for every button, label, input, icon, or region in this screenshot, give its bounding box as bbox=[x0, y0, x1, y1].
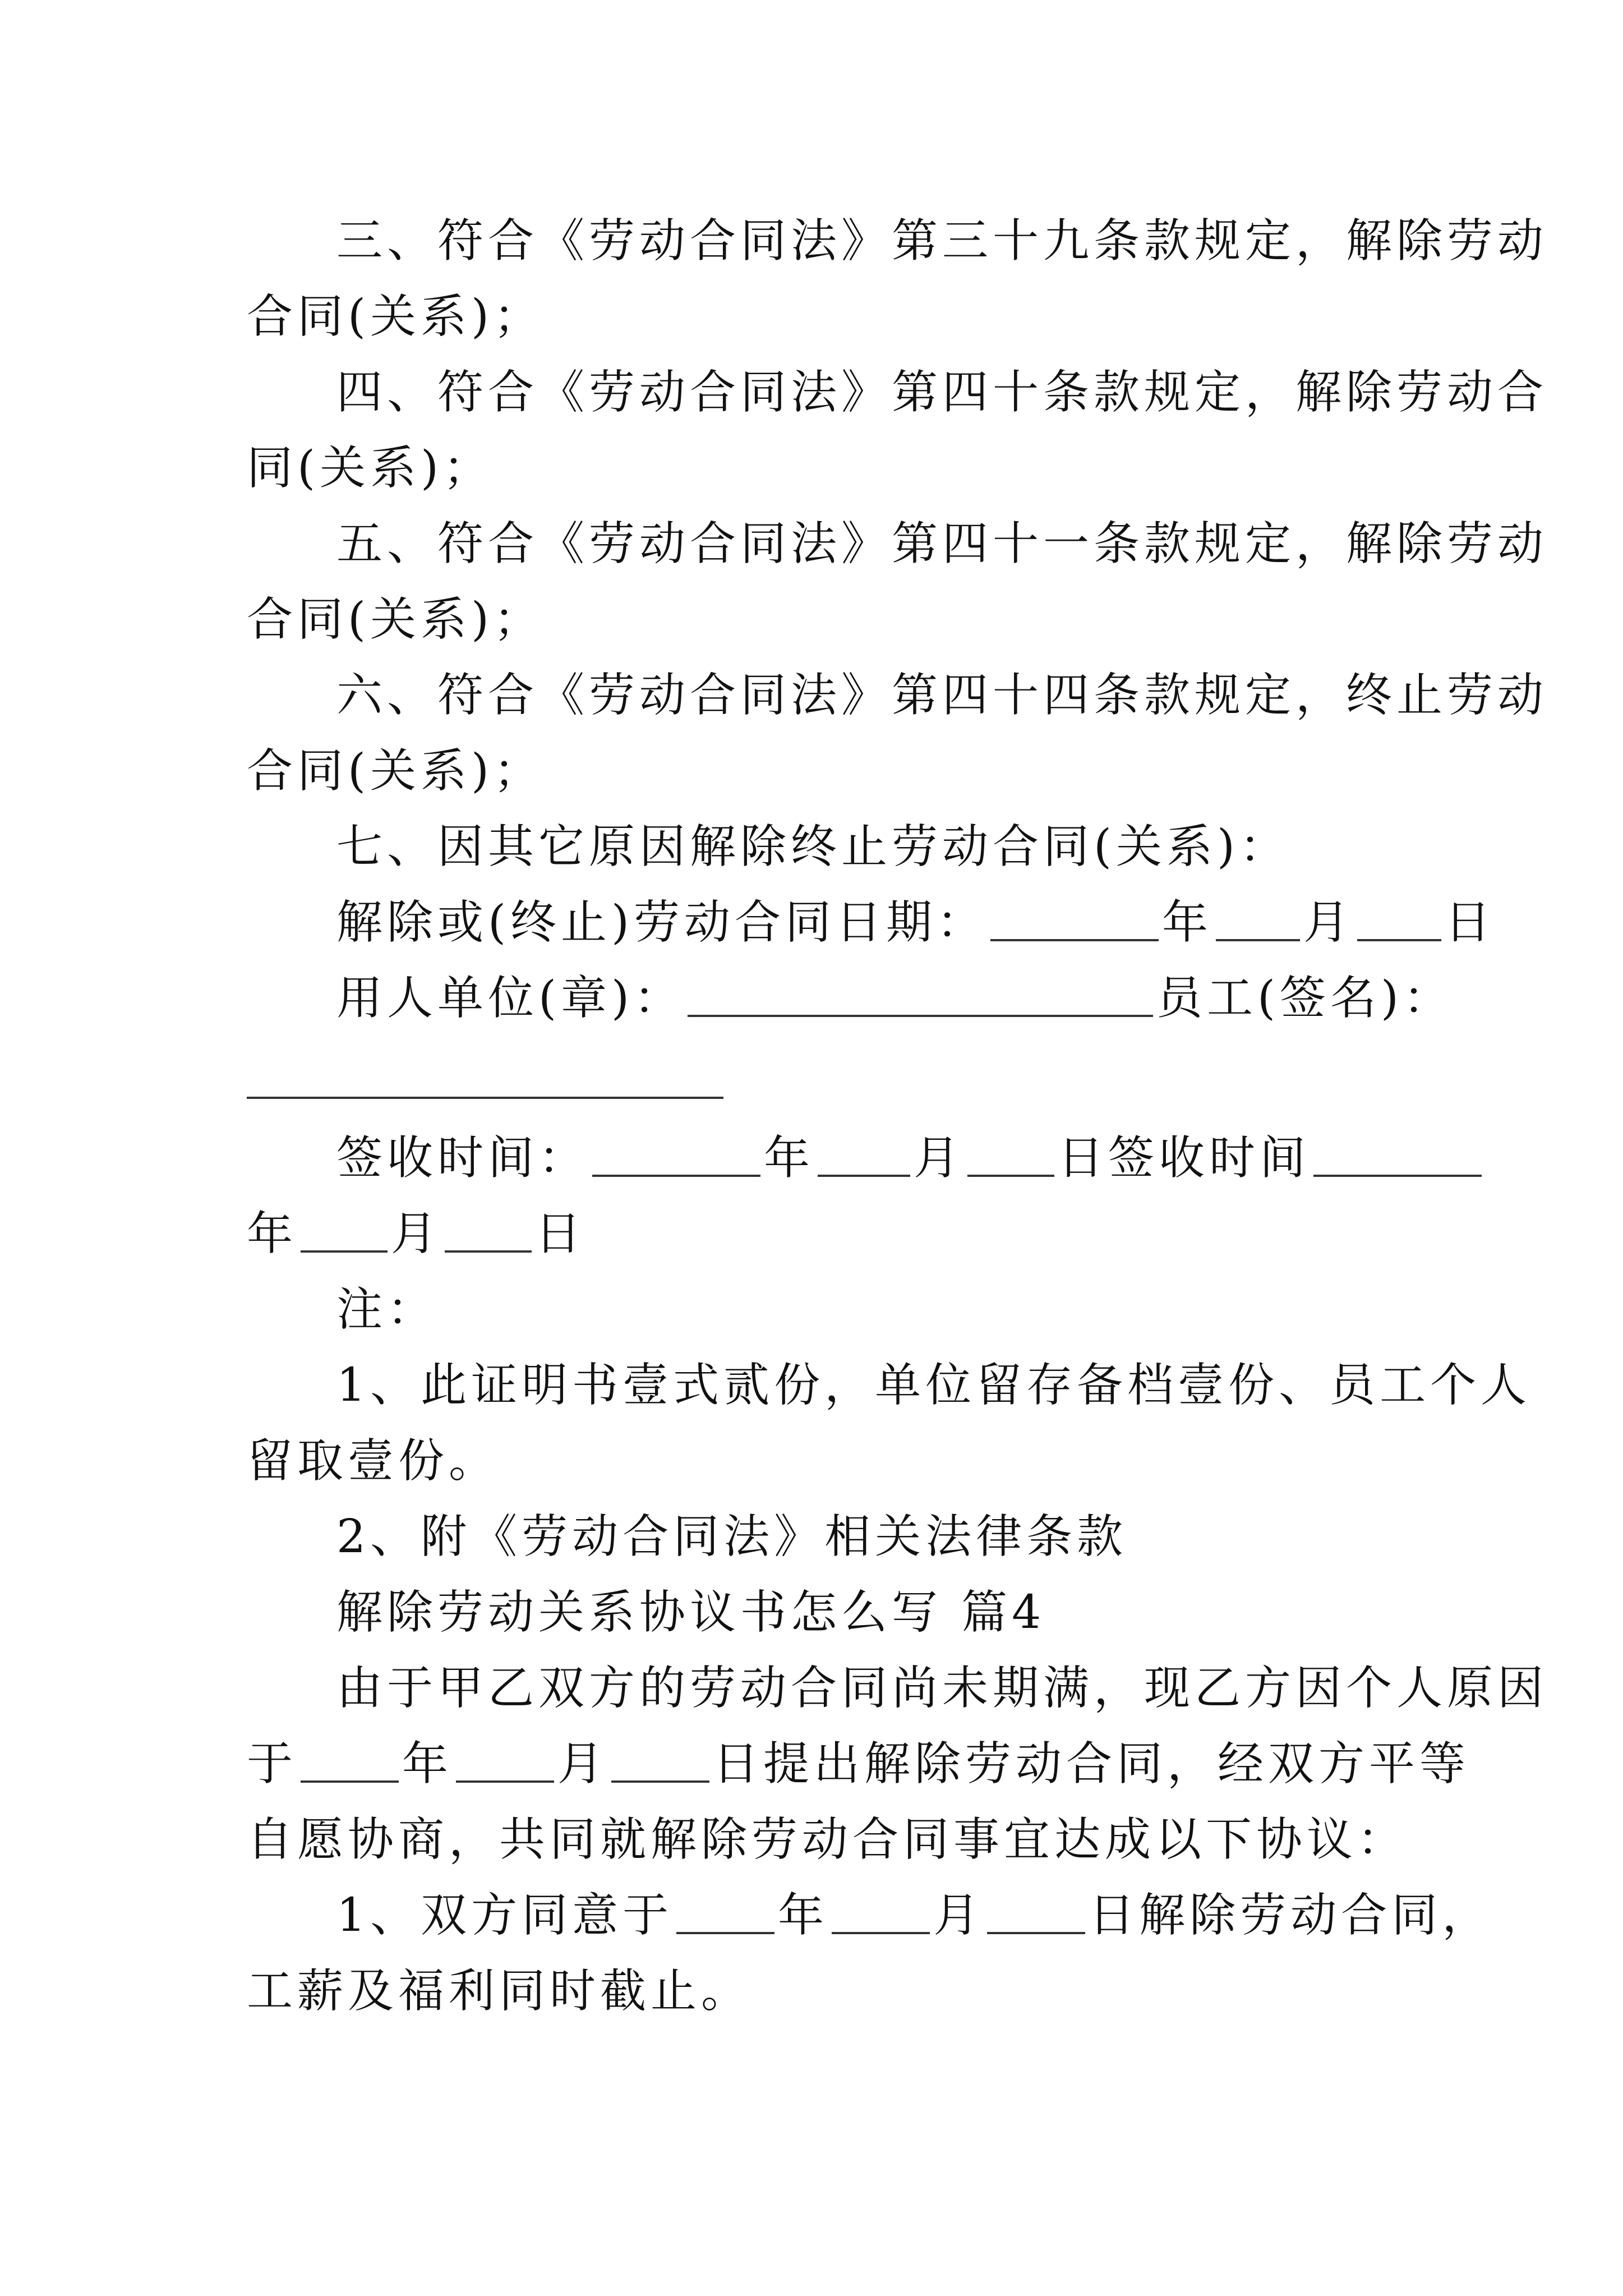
clause-6-line-1: 六、符合《劳动合同法》第四十四条款规定，终止劳动 bbox=[336, 669, 1548, 722]
receipt-month2-blank bbox=[301, 1211, 388, 1253]
receipt-year-label: 年 bbox=[764, 1131, 815, 1185]
clause-7-line: 七、因其它原因解除终止劳动合同(关系)： bbox=[336, 820, 1290, 873]
agreement-item-1-line-1 bbox=[336, 1882, 1492, 1949]
clause-4-line-2: 同(关系)； bbox=[247, 441, 494, 495]
receipt-month2-label: 月 bbox=[391, 1207, 442, 1260]
receipt-day-blank bbox=[967, 1135, 1054, 1177]
receipt-month-blank bbox=[818, 1135, 910, 1177]
clause-6-line-2: 合同(关系)； bbox=[247, 744, 544, 798]
agreement-item-1-prefix: 1、双方同意于 bbox=[336, 1889, 674, 1942]
year-blank bbox=[990, 900, 1159, 941]
agreement-year-label: 年 bbox=[402, 1737, 453, 1791]
clause-5-line-1: 五、符合《劳动合同法》第四十一条款规定，解除劳动 bbox=[336, 517, 1548, 570]
month-blank bbox=[1216, 900, 1300, 941]
day-label: 日 bbox=[1445, 896, 1496, 949]
day-blank bbox=[1357, 900, 1441, 941]
receipt-day-label-2: 日签收时间 bbox=[1058, 1131, 1311, 1185]
receipt-year2-label: 年 bbox=[247, 1207, 298, 1260]
note-item-2: 2、附《劳动合同法》相关法律条款 bbox=[336, 1510, 1128, 1563]
employee-label: 员工(签名)： bbox=[1156, 972, 1454, 1025]
note-item-1-line-1: 1、此证明书壹式贰份，单位留存备档壹份、员工个人 bbox=[336, 1359, 1532, 1412]
clause-5-line-2: 合同(关系)； bbox=[247, 593, 544, 646]
note-item-1-line-2: 留取壹份。 bbox=[247, 1434, 500, 1488]
month-label: 月 bbox=[1303, 896, 1354, 949]
agreement-item-1-year-blank bbox=[676, 1893, 774, 1934]
receipt-month-label: 月 bbox=[914, 1131, 965, 1185]
agreement-para-line-1: 由于甲乙双方的劳动合同尚未期满，现乙方因个人原因 bbox=[336, 1662, 1548, 1715]
employer-seal-blank bbox=[688, 976, 1153, 1017]
employer-label: 用人单位(章)： bbox=[336, 972, 684, 1025]
receipt-label: 签收时间： bbox=[336, 1131, 589, 1185]
agreement-item-1-line-2: 工薪及福利同时截止。 bbox=[247, 1964, 752, 2018]
agreement-item-1-year-label: 年 bbox=[778, 1889, 829, 1942]
clause-3-line-1: 三、符合《劳动合同法》第三十九条款规定，解除劳动 bbox=[336, 214, 1548, 268]
agreement-month-label: 月 bbox=[557, 1737, 608, 1791]
receipt-day2-label: 日 bbox=[535, 1207, 586, 1260]
receipt-line-1 bbox=[336, 1125, 1485, 1192]
receipt-year2-blank bbox=[1313, 1135, 1482, 1177]
agreement-month-blank bbox=[456, 1741, 554, 1783]
termination-date-line bbox=[336, 889, 1495, 956]
agreement-year-blank bbox=[301, 1741, 399, 1783]
agreement-prefix: 于 bbox=[247, 1737, 298, 1791]
year-label: 年 bbox=[1161, 896, 1212, 949]
agreement-item-1-day-blank bbox=[987, 1893, 1085, 1934]
agreement-para-line-3: 自愿协商，共同就解除劳动合同事宜达成以下协议： bbox=[247, 1813, 1408, 1866]
receipt-year-blank bbox=[592, 1135, 760, 1177]
clause-4-line-1: 四、符合《劳动合同法》第四十条款规定，解除劳动合 bbox=[336, 366, 1548, 419]
signature-line bbox=[336, 965, 1454, 1032]
receipt-day2-blank bbox=[445, 1211, 532, 1253]
agreement-item-1-month-blank bbox=[832, 1893, 930, 1934]
agreement-day-blank bbox=[611, 1741, 709, 1783]
employee-signature-blank bbox=[247, 1097, 723, 1099]
agreement-item-1-suffix: 日解除劳动合同， bbox=[1089, 1889, 1493, 1942]
clause-3-line-2: 合同(关系)； bbox=[247, 290, 544, 343]
termination-date-label: 解除或(终止)劳动合同日期： bbox=[336, 896, 987, 949]
section-title: 解除劳动关系协议书怎么写 篇4 bbox=[336, 1586, 1046, 1639]
receipt-line-2 bbox=[247, 1200, 585, 1268]
agreement-para-line-2 bbox=[247, 1731, 1470, 1798]
agreement-item-1-month-label: 月 bbox=[933, 1889, 984, 1942]
note-label: 注： bbox=[336, 1283, 438, 1336]
agreement-suffix: 日提出解除劳动合同，经双方平等 bbox=[713, 1737, 1470, 1791]
